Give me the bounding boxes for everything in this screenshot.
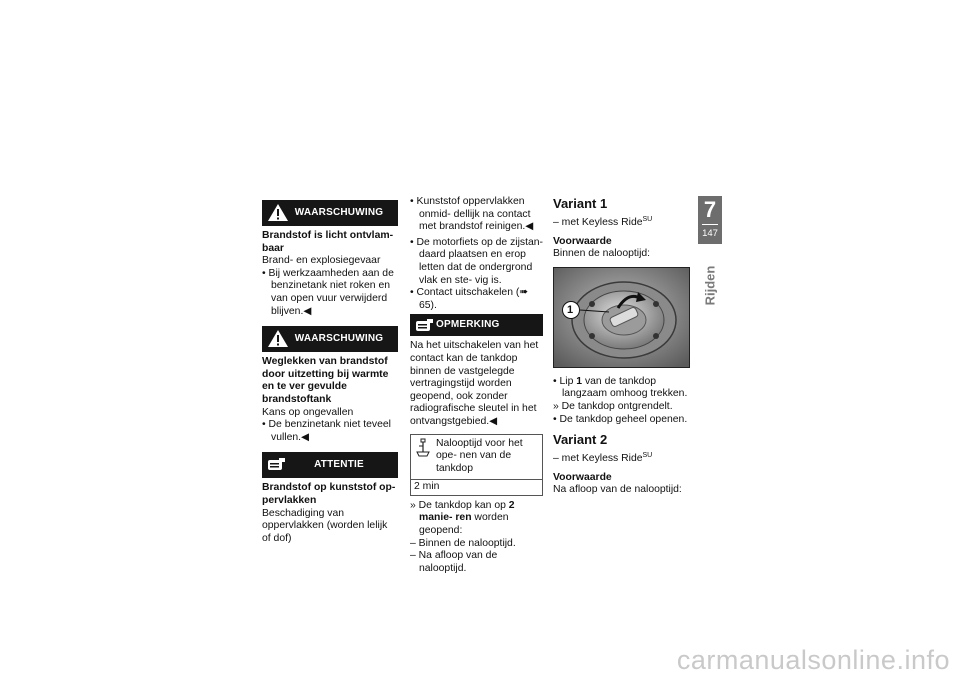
variant-2-sub: – met Keyless Ride$^{SU}$ bbox=[553, 452, 653, 465]
warning-label: WAARSCHUWING bbox=[294, 332, 384, 344]
caution-label: ATTENTIE bbox=[314, 459, 364, 471]
figure-callout-label: 1 bbox=[567, 303, 574, 316]
column-1 bbox=[262, 198, 398, 545]
warning-heading: Weglekken van brandstof door uitzetting bij warmte en te ver gevulde brandstoftank bbox=[262, 356, 389, 405]
chapter-number: 7 bbox=[703, 197, 717, 222]
variant-2-title: Variant 2 bbox=[553, 432, 608, 448]
fuel-cap-figure bbox=[553, 267, 690, 368]
watermark: carmanualsonline.info bbox=[676, 645, 950, 675]
caution-text: Beschadiging van oppervlakken (worden lelijk of dof) bbox=[262, 507, 388, 544]
condition-text: Na afloop van de nalooptijd: bbox=[553, 484, 682, 496]
column-3 bbox=[553, 196, 690, 497]
warning-triangle-icon bbox=[266, 329, 290, 349]
step-item: • De tankdop geheel openen. bbox=[553, 413, 688, 425]
variant-1-title: Variant 1 bbox=[553, 196, 608, 211]
warning-bullet: • Bij werkzaamheden aan de benzinetank niet roken en van open vuur verwijderd blijven.◀ bbox=[262, 267, 394, 317]
dash-item: – Na afloop van de nalooptijd. bbox=[410, 550, 498, 574]
result-step: » De tankdop ontgrendelt. bbox=[553, 400, 673, 412]
note-bar bbox=[410, 314, 543, 336]
bullet-item: • Contact uitschakelen (➠ 65). bbox=[410, 287, 529, 311]
warning-bar-1 bbox=[262, 200, 398, 226]
condition-title: Voorwaarde bbox=[553, 235, 612, 247]
page-number: 147 bbox=[702, 228, 718, 239]
note-hand-icon bbox=[414, 316, 438, 336]
condition-text: Binnen de nalooptijd: bbox=[553, 248, 651, 260]
fuel-cap-tool-icon bbox=[414, 438, 432, 458]
spec-box bbox=[410, 434, 543, 496]
variant-1-sub: – met Keyless Ride$^{SU}$ bbox=[553, 216, 653, 228]
caution-heading: Brandstof op kunststof op- pervlakken bbox=[262, 482, 396, 506]
fuel-cap-image bbox=[554, 268, 689, 367]
warning-bar-2 bbox=[262, 326, 398, 352]
warning-triangle-icon bbox=[266, 203, 290, 223]
step-item: • Lip 1 van de tankdop langzaam omhoog trekken. bbox=[553, 375, 688, 400]
result-step: » De tankdop kan op 2 manie- ren worden geopend: bbox=[410, 499, 515, 537]
condition-title: Voorwaarde bbox=[553, 471, 612, 483]
bullet-item: • Kunststof oppervlakken onmid- dellijk na contact met brandstof reinigen.◀ bbox=[410, 196, 534, 233]
caution-hand-icon bbox=[266, 455, 290, 475]
spec-value: 2 min bbox=[414, 481, 440, 493]
caution-bar bbox=[262, 452, 398, 478]
warning-text: Kans op ongevallen bbox=[262, 406, 354, 418]
column-2 bbox=[410, 196, 543, 575]
bullet-item: • De motorfiets op de zijstan- daard plaatsen en erop letten dat de ondergrond vlak en ste- vig is. bbox=[410, 236, 543, 286]
warning-heading: Brandstof is licht ontvlam- baar bbox=[262, 230, 394, 254]
chapter-tab bbox=[698, 196, 722, 244]
note-label: OPMERKING bbox=[436, 319, 500, 331]
spec-text: Nalooptijd voor het ope- nen van de tankdop bbox=[436, 437, 523, 474]
warning-label: WAARSCHUWING bbox=[294, 206, 384, 218]
note-text: Na het uitschakelen van het contact kan de tankdop binnen de vastgelegde vertragingstijd worden geopend, ook zonder radiografische sleutel in het ontvangstgebied.◀ bbox=[410, 340, 539, 427]
warning-text: Brand- en explosiegevaar bbox=[262, 255, 381, 267]
warning-bullet: • De benzinetank niet teveel vullen.◀ bbox=[262, 419, 391, 443]
dash-item: – Binnen de nalooptijd. bbox=[410, 537, 516, 549]
chapter-side-title: Rijden bbox=[702, 265, 718, 305]
